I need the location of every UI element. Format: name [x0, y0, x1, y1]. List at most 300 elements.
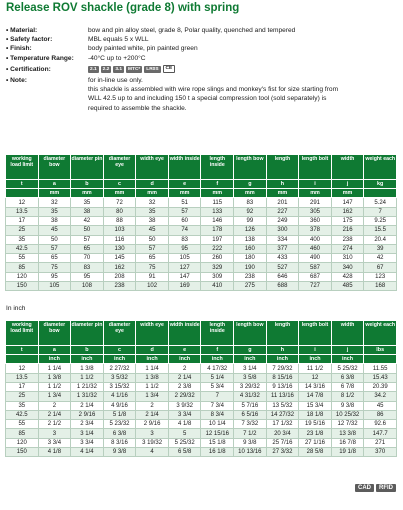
table-cell: 377 [266, 244, 299, 253]
column-header: diameter eye [103, 155, 136, 180]
table-cell: 9 3/8 [103, 448, 136, 457]
table-cell: 34.2 [364, 392, 397, 401]
table-cell: 120 [6, 272, 39, 281]
table-cell: 5.24 [364, 198, 397, 207]
spec-safety-factor [6, 35, 401, 44]
table-cell: 300 [266, 226, 299, 235]
column-unit: mm [38, 189, 71, 198]
column-symbol: g [234, 346, 267, 355]
note-line: for in-line use only. [88, 77, 143, 85]
table-cell: 57 [71, 235, 104, 244]
table-cell: 92 [234, 207, 267, 216]
table-cell: 360 [299, 217, 332, 226]
table-cell: 32 [136, 198, 169, 207]
column-symbol: c [103, 346, 136, 355]
table-cell: 23 1/8 [299, 429, 332, 438]
table-cell: 1 1/4 [136, 364, 169, 373]
table-cell: 83 [168, 235, 201, 244]
note-line: WLL 42.5 up to and including 150 t a special compression tool (sold separately) is [88, 95, 327, 103]
table-cell: 687 [299, 272, 332, 281]
table-cell: 12 [6, 364, 39, 373]
column-header: weight each [364, 155, 397, 180]
table-cell: 2 1/4 [38, 410, 71, 419]
table-cell: 370 [364, 448, 397, 457]
table-cell: 238 [331, 235, 364, 244]
table-cell: 5 7/16 [234, 401, 267, 410]
table-row [6, 244, 397, 253]
column-unit [364, 189, 397, 198]
table-cell: 57 [38, 244, 71, 253]
column-unit: inch [136, 355, 169, 364]
table-cell: 130 [103, 244, 136, 253]
table-cell: 9 13/16 [266, 383, 299, 392]
table-cell: 2 1/2 [38, 420, 71, 429]
table-cell: 4 1/16 [103, 392, 136, 401]
table-cell: 340 [331, 263, 364, 272]
ce-mark-icon: CE [163, 65, 176, 73]
spec-list [6, 26, 401, 113]
table-cell: 216 [331, 226, 364, 235]
table-cell: 3 5/32 [103, 373, 136, 382]
table-cell: 3 3/4 [71, 438, 104, 447]
table-cell: 1 3/8 [136, 373, 169, 382]
table-cell: 32 [38, 198, 71, 207]
column-unit [6, 189, 39, 198]
cad-badge[interactable]: CAD [355, 484, 374, 492]
table-cell: 91 [136, 272, 169, 281]
table-cell: 4 1/8 [168, 420, 201, 429]
table-cell: 428 [331, 272, 364, 281]
spec-material [6, 26, 401, 35]
table-cell: 20.39 [364, 383, 397, 392]
column-symbol: d [136, 346, 169, 355]
table-cell: 11 1/2 [299, 364, 332, 373]
column-header: length [266, 155, 299, 180]
column-unit: mm [266, 189, 299, 198]
column-symbol: d [136, 180, 169, 189]
table-cell: 102 [136, 282, 169, 291]
table-cell: 38 [71, 207, 104, 216]
table-cell: 3 1/4 [234, 364, 267, 373]
column-header: working load limit [6, 155, 39, 180]
table-cell: 238 [103, 282, 136, 291]
table-cell: 1 3/8 [38, 373, 71, 382]
table-cell: 8 3/16 [103, 438, 136, 447]
table-cell: 12 15/16 [201, 429, 234, 438]
table-row [6, 392, 397, 401]
column-symbol: b [71, 180, 104, 189]
column-header: length bow [234, 321, 267, 346]
spec-key: • Certification: [6, 65, 88, 74]
spec-key: • Material: [6, 26, 88, 35]
table-cell: 8 15/16 [266, 373, 299, 382]
table-cell: 147 [331, 198, 364, 207]
column-symbol: i [299, 180, 332, 189]
column-symbol: a [38, 180, 71, 189]
table-unit-row [6, 355, 397, 364]
table-letter-row [6, 180, 397, 189]
table-cell: 727 [299, 282, 332, 291]
column-header: width inside [168, 155, 201, 180]
table-cell: 15.43 [364, 373, 397, 382]
table-cell: 88 [103, 217, 136, 226]
column-header: width [331, 321, 364, 346]
table-cell: 291 [299, 198, 332, 207]
table-row [6, 198, 397, 207]
table-cell: 105 [38, 282, 71, 291]
table-cell: 13 3/8 [331, 429, 364, 438]
table-cell: 7 3/32 [234, 420, 267, 429]
table-cell: 249 [266, 217, 299, 226]
table-cell: 3 9/32 [168, 401, 201, 410]
table-cell: 7 1/2 [234, 429, 267, 438]
table-cell: 115 [201, 198, 234, 207]
table-row [6, 207, 397, 216]
table-letter-row [6, 346, 397, 355]
table-cell: 3 [136, 429, 169, 438]
table-cell: 378 [299, 226, 332, 235]
table-cell: 490 [299, 254, 332, 263]
table-cell: 2 3/8 [168, 383, 201, 392]
table-header-row [6, 321, 397, 346]
note-text [88, 76, 401, 113]
table-cell: 17 [6, 217, 39, 226]
table-cell: 25 7/16 [266, 438, 299, 447]
table-cell: 3 29/32 [234, 383, 267, 392]
table-cell: 5 [168, 429, 201, 438]
table-cell: 19 5/16 [299, 420, 332, 429]
table-cell: 35 [71, 198, 104, 207]
table-cell: 75 [38, 263, 71, 272]
table-cell: 5 23/32 [103, 420, 136, 429]
table-cell: 587 [299, 263, 332, 272]
column-unit: inch [168, 355, 201, 364]
column-unit: inch [38, 355, 71, 364]
table-cell: 50 [71, 226, 104, 235]
table-cell: 329 [201, 263, 234, 272]
table-cell: 1 1/2 [136, 383, 169, 392]
table-cell: 688 [266, 282, 299, 291]
table-cell: 3 15/32 [103, 383, 136, 392]
column-unit: mm [103, 189, 136, 198]
table-cell: 145 [103, 254, 136, 263]
table-cell: 227 [266, 207, 299, 216]
table-cell: 67 [364, 263, 397, 272]
table-cell: 1 1/2 [71, 373, 104, 382]
spec-temperature [6, 54, 401, 63]
table-cell: 527 [266, 263, 299, 272]
table-row [6, 217, 397, 226]
column-unit [6, 355, 39, 364]
table-cell: 175 [331, 217, 364, 226]
table-cell: 400 [299, 235, 332, 244]
table-cell: 95 [38, 272, 71, 281]
table-cell: 3 [38, 429, 71, 438]
table-row [6, 263, 397, 272]
cert-badge: MTC* [128, 66, 141, 72]
table-cell: 65 [136, 254, 169, 263]
table-cell: 1 1/2 [38, 383, 71, 392]
table-cell: 2 [38, 401, 71, 410]
column-symbol: j [331, 180, 364, 189]
spec-key: • Note: [6, 76, 88, 113]
table-cell: 15 1/8 [201, 438, 234, 447]
table-cell: 147.7 [364, 429, 397, 438]
column-symbol: h [266, 346, 299, 355]
column-symbol: lbs [364, 346, 397, 355]
table-cell: 14 7/8 [299, 392, 332, 401]
note-line: this shackle is assembled with wire rope slings and monkey's fist for size starting from [88, 86, 339, 94]
column-header: diameter pin [71, 321, 104, 346]
spec-value: body painted white, pin painted green [88, 45, 198, 53]
table-cell: 2 9/16 [136, 420, 169, 429]
table-cell: 28 5/8 [299, 448, 332, 457]
column-unit: mm [201, 189, 234, 198]
table-row [6, 364, 397, 373]
table-cell: 2 [136, 401, 169, 410]
table-cell: 14 27/32 [266, 410, 299, 419]
column-header: weight each [364, 321, 397, 346]
spec-certification [6, 65, 401, 74]
cert-badge: 2.2 [102, 66, 110, 72]
table-cell: 8 1/2 [331, 392, 364, 401]
note-line: required to assemble the shackle. [88, 104, 187, 112]
column-unit: inch [201, 355, 234, 364]
column-symbol: a [38, 346, 71, 355]
table-cell: 42 [71, 217, 104, 226]
table-cell: 160 [234, 244, 267, 253]
table-cell: 1 3/4 [38, 392, 71, 401]
table-cell: 1 3/4 [136, 392, 169, 401]
table-row [6, 383, 397, 392]
table-cell: 162 [331, 207, 364, 216]
table-cell: 7 [201, 392, 234, 401]
column-symbol: t [6, 180, 39, 189]
table-cell: 1 21/32 [71, 383, 104, 392]
column-unit: inch [331, 355, 364, 364]
table-cell: 6 5/8 [168, 448, 201, 457]
table-row [6, 282, 397, 291]
table-cell: 10 25/32 [331, 410, 364, 419]
spec-value: MBL equals 5 x WLL [88, 36, 149, 44]
cert-badge: LR0S [146, 66, 159, 72]
column-symbol: h [266, 180, 299, 189]
table-cell: 17 [6, 383, 39, 392]
footer-badges [355, 484, 396, 492]
column-header: diameter eye [103, 321, 136, 346]
table-cell: 55 [6, 420, 39, 429]
table-cell: 65 [38, 254, 71, 263]
column-symbol: c [103, 180, 136, 189]
column-unit: mm [136, 189, 169, 198]
column-unit: mm [168, 189, 201, 198]
table-cell: 208 [103, 272, 136, 281]
table-cell: 120 [6, 438, 39, 447]
table-cell: 197 [201, 235, 234, 244]
table-cell: 275 [234, 282, 267, 291]
table-cell: 85 [6, 263, 39, 272]
column-header: length bow [234, 155, 267, 180]
table-cell: 57 [168, 207, 201, 216]
table-cell: 5 1/4 [201, 373, 234, 382]
table-cell: 4 1/8 [38, 448, 71, 457]
table-cell: 162 [103, 263, 136, 272]
table-row [6, 254, 397, 263]
column-unit: mm [71, 189, 104, 198]
table-cell: 74 [168, 226, 201, 235]
table-row [6, 410, 397, 419]
table-cell: 127 [168, 263, 201, 272]
table-cell: 3 1/4 [71, 429, 104, 438]
table-cell: 95 [71, 272, 104, 281]
column-unit: inch [266, 355, 299, 364]
table-cell: 178 [201, 226, 234, 235]
table-cell: 45 [38, 226, 71, 235]
table-cell: 45 [136, 226, 169, 235]
table-cell: 146 [201, 217, 234, 226]
table-cell: 4 31/32 [234, 392, 267, 401]
table-row [6, 272, 397, 281]
table-cell: 38 [136, 217, 169, 226]
table-cell: 27 3/32 [266, 448, 299, 457]
table-cell: 16 1/8 [201, 448, 234, 457]
column-header: length inside [201, 155, 234, 180]
table-cell: 238 [234, 272, 267, 281]
table-cell: 138 [234, 235, 267, 244]
table-cell: 15.5 [364, 226, 397, 235]
table-cell: 2 1/4 [168, 373, 201, 382]
table-unit-row [6, 189, 397, 198]
table-cell: 15 3/4 [299, 401, 332, 410]
column-header: length bolt [299, 321, 332, 346]
table-cell: 72 [103, 198, 136, 207]
spec-value: -40°C up to +200°C [88, 54, 146, 62]
table-cell: 50 [136, 235, 169, 244]
table-cell: 57 [136, 244, 169, 253]
table-cell: 103 [103, 226, 136, 235]
table-cell: 169 [168, 282, 201, 291]
table-cell: 13.5 [6, 207, 39, 216]
table-cell: 126 [234, 226, 267, 235]
table-cell: 13 5/32 [266, 401, 299, 410]
column-header: width [331, 155, 364, 180]
table-cell: 65 [71, 244, 104, 253]
table-cell: 2 3/4 [71, 420, 104, 429]
column-symbol: j [331, 346, 364, 355]
table-row [6, 226, 397, 235]
table-row [6, 429, 397, 438]
table-cell: 20.4 [364, 235, 397, 244]
table-cell: 3 3/4 [38, 438, 71, 447]
table-cell: 271 [364, 438, 397, 447]
table-header-row [6, 155, 397, 180]
table-cell: 11 13/16 [266, 392, 299, 401]
table-cell: 9 3/8 [331, 401, 364, 410]
table-cell: 12 7/32 [331, 420, 364, 429]
column-header: length bolt [299, 155, 332, 180]
table-cell: 168 [364, 282, 397, 291]
table-cell: 80 [103, 207, 136, 216]
table-cell: 190 [234, 263, 267, 272]
table-cell: 6 5/16 [234, 410, 267, 419]
table-row [6, 373, 397, 382]
table-cell: 3 5/8 [234, 373, 267, 382]
table-cell: 6 7/8 [331, 383, 364, 392]
table-cell: 5 25/32 [168, 438, 201, 447]
table-cell: 19 1/8 [331, 448, 364, 457]
table-cell: 60 [168, 217, 201, 226]
table-row [6, 235, 397, 244]
table-cell: 20 3/4 [266, 429, 299, 438]
table-cell: 83 [71, 263, 104, 272]
inch-table [5, 320, 397, 457]
inch-section-label: In inch [6, 305, 26, 312]
table-cell: 646 [266, 272, 299, 281]
spec-note [6, 76, 401, 113]
table-cell: 27 1/16 [299, 438, 332, 447]
table-cell: 70 [71, 254, 104, 263]
column-unit: inch [71, 355, 104, 364]
column-header: working load limit [6, 321, 39, 346]
table-cell: 95 [168, 244, 201, 253]
table-cell: 39 [364, 244, 397, 253]
table-cell: 86 [364, 410, 397, 419]
table-cell: 410 [201, 282, 234, 291]
table-cell: 309 [201, 272, 234, 281]
column-header: diameter bow [38, 321, 71, 346]
column-unit: mm [299, 189, 332, 198]
column-header: diameter bow [38, 155, 71, 180]
table-cell: 180 [234, 254, 267, 263]
table-cell: 45 [364, 401, 397, 410]
table-cell: 334 [266, 235, 299, 244]
table-cell: 50 [38, 235, 71, 244]
table-row [6, 438, 397, 447]
table-cell: 35 [136, 207, 169, 216]
table-cell: 5 1/8 [103, 410, 136, 419]
column-unit: inch [234, 355, 267, 364]
table-cell: 75 [136, 263, 169, 272]
table-cell: 9 3/8 [234, 438, 267, 447]
table-cell: 433 [266, 254, 299, 263]
column-header: length [266, 321, 299, 346]
table-cell: 16 7/8 [331, 438, 364, 447]
table-cell: 55 [6, 254, 39, 263]
table-cell: 460 [299, 244, 332, 253]
column-symbol: t [6, 346, 39, 355]
table-cell: 42.5 [6, 244, 39, 253]
table-cell: 35 [6, 401, 39, 410]
table-cell: 4 1/4 [71, 448, 104, 457]
table-cell: 4 [136, 448, 169, 457]
table-cell: 5 3/4 [201, 383, 234, 392]
table-cell: 2 1/4 [136, 410, 169, 419]
table-cell: 17 1/32 [266, 420, 299, 429]
table-cell: 2 9/16 [71, 410, 104, 419]
table-cell: 12 [6, 198, 39, 207]
table-cell: 35 [38, 207, 71, 216]
rfid-badge[interactable]: RFID [376, 484, 396, 492]
column-unit: mm [234, 189, 267, 198]
column-symbol: g [234, 180, 267, 189]
table-cell: 25 [6, 226, 39, 235]
table-cell: 4 9/16 [103, 401, 136, 410]
table-cell: 123 [364, 272, 397, 281]
table-cell: 147 [168, 272, 201, 281]
table-cell: 105 [168, 254, 201, 263]
column-symbol: f [201, 346, 234, 355]
table-cell: 305 [299, 207, 332, 216]
